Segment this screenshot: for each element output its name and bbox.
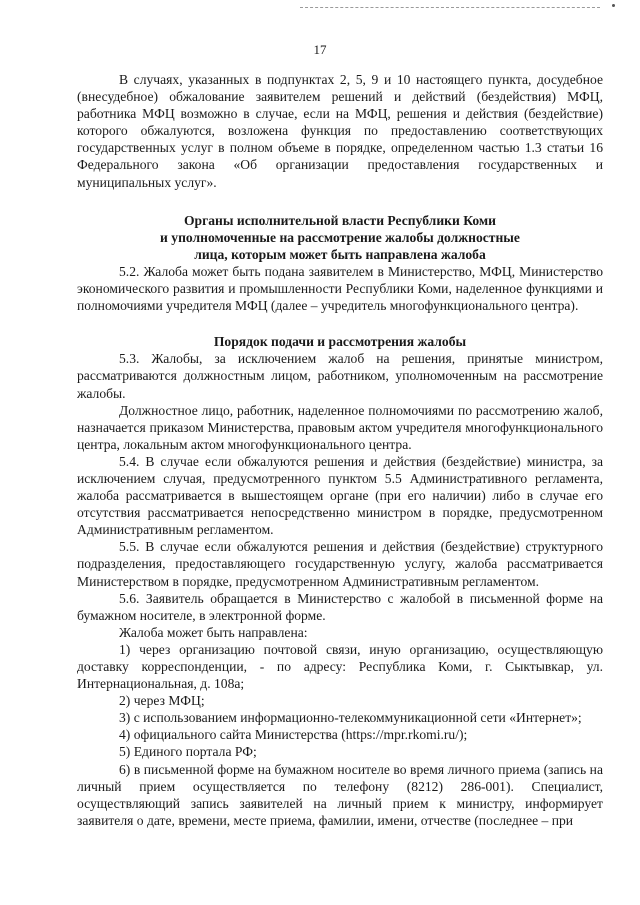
document-body	[77, 71, 603, 829]
paragraph-official: Должностное лицо, работник, наделенное полномочиями по рассмотрению жалоб, назначается приказом Министерства, правовым актом учредителя многофункционального центра, локальным актом многофункционального центра.	[77, 402, 603, 452]
paragraph-5-6: 5.6. Заявитель обращается в Министерство с жалобой в письменной форме на бумажном носителе, в электронной форме.	[77, 590, 603, 623]
paragraph-5-2: 5.2. Жалоба может быть подана заявителем в Министерство, МФЦ, Министерство экономического развития и промышленности Республики Коми, наделенное функциями и полномочиями учредителя МФЦ (далее – учредитель многофункционального центра).	[77, 263, 603, 314]
list-item-4: 4) официального сайта Министерства (https://mpr.rkomi.ru/);	[119, 727, 468, 743]
section-heading-bodies	[77, 212, 603, 263]
heading-line: и уполномоченные на рассмотрение жалобы должностные	[160, 229, 520, 245]
paragraph-5-5: 5.5. В случае если обжалуются решения и действия (бездействие) структурного подразделения, предоставляющего государственную услугу, жалоба рассматривается Министерством в порядке, предусмотренном Административным регламентом.	[77, 539, 603, 589]
list-item-3: 3) с использованием информационно-телекоммуникационной сети «Интернет»;	[119, 710, 582, 726]
list-item-5: 5) Единого портала РФ;	[119, 744, 257, 760]
page-number: 17	[313, 42, 327, 57]
list-item-6: 6) в письменной форме на бумажном носителе во время личного приема (запись на личный прием осуществляется по телефону (8212) 286-001). Специалист, осуществляющий запись заявителей на личный прием к министру, информирует заявителя о дате, времени, месте приема, фамилии, имени, отчестве (последнее – при	[77, 761, 603, 828]
top-edge-mark	[612, 4, 615, 7]
heading-line: лица, которым может быть направлена жалоба	[194, 246, 486, 262]
section-heading-procedure: Порядок подачи и рассмотрения жалобы	[213, 334, 467, 350]
heading-line: Органы исполнительной власти Республики Коми	[183, 212, 497, 228]
paragraph-directions-intro: Жалоба может быть направлена:	[119, 624, 308, 640]
list-item-1: 1) через организацию почтовой связи, иную организацию, осуществляющую доставку корреспонденции, - по адресу: Республика Коми, г. Сыктывкар, ул. Интернациональная, д. 108а;	[77, 641, 603, 692]
paragraph-5-3: 5.3. Жалобы, за исключением жалоб на решения, принятые министром, рассматриваются должностным лицом, работником, уполномоченным на рассмотрение жалобы.	[77, 351, 603, 401]
paragraph-5-4: 5.4. В случае если обжалуются решения и действия (бездействие) министра, за исключением случая, предусмотренного пунктом 5.5 Административного регламента, жалоба рассматривается в вышестоящем органе (при его наличии) либо в случае его отсутствия рассматривается непосредственно министром в порядке, предусмотренном Административным регламентом.	[77, 453, 603, 538]
list-item-2: 2) через МФЦ;	[119, 693, 205, 709]
top-edge-rule	[300, 7, 600, 8]
intro-paragraph: В случаях, указанных в подпунктах 2, 5, 9 и 10 настоящего пункта, досудебное (внесудебное) обжалование заявителем решений и действий (бездействия) МФЦ, работника МФЦ возможно в случае, если на МФЦ, решения и действия (бездействие) которого обжалуются, возложена функция по предоставлению соответствующих государственных услуг в полном объеме в порядке, определенном частью 1.3 статьи 16 Федерального закона «Об организации предоставления государственных и муниципальных услуг».	[77, 72, 603, 190]
